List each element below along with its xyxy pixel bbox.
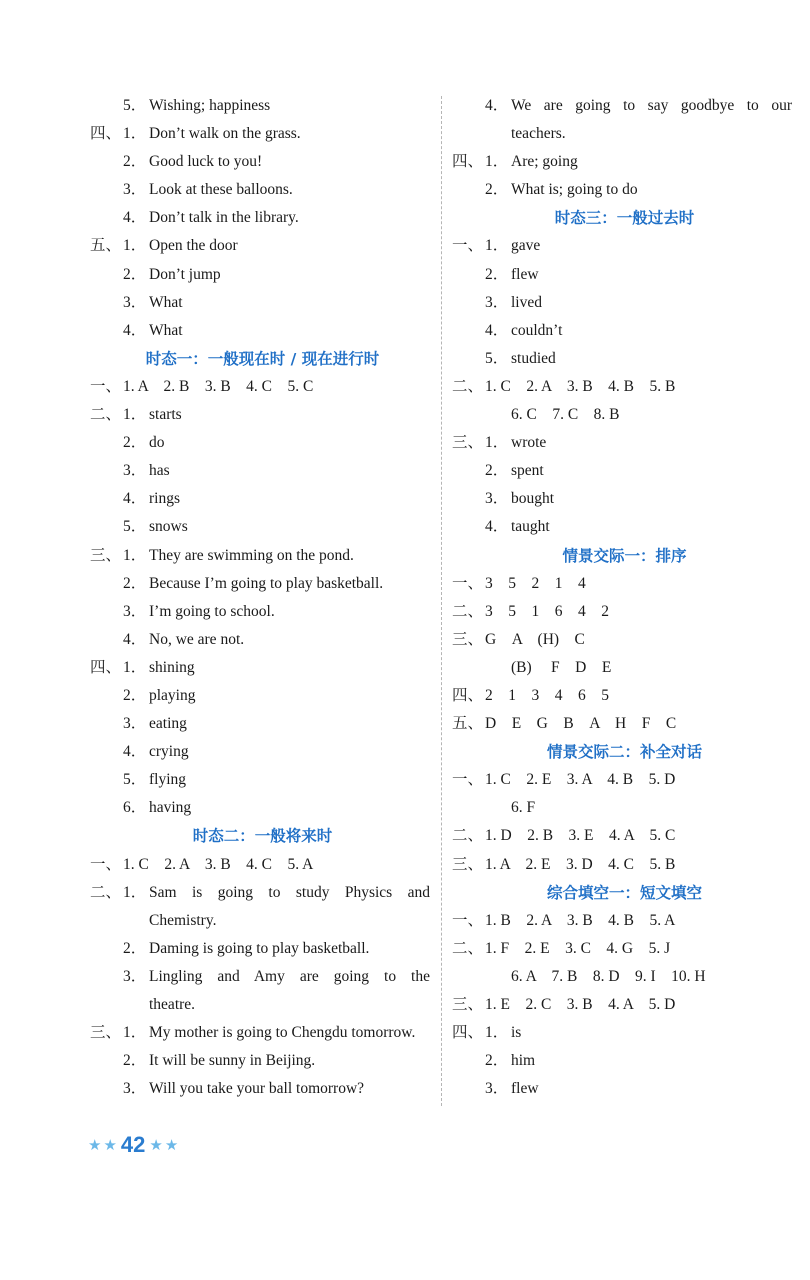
answer-line	[452, 794, 797, 822]
answer-line	[452, 148, 797, 176]
item-number: 1．	[123, 546, 147, 564]
answer-line	[90, 232, 435, 260]
item-number: 1．	[123, 883, 147, 901]
answer-line	[90, 204, 435, 232]
section-marker: 一、	[452, 574, 484, 592]
answer-line	[452, 317, 797, 345]
answer-text: 6. A 7. B 8. D 9. I 10. H	[511, 967, 706, 985]
answer-text: Lingling and Amy are going to the	[149, 967, 430, 985]
answer-text: flew	[511, 1080, 539, 1098]
answer-text: starts	[149, 406, 182, 424]
section-marker: 三、	[452, 630, 484, 648]
item-number: 4．	[123, 743, 147, 761]
item-number: 5．	[123, 518, 147, 536]
answer-text: 1. B 2. A 3. B 4. B 5. A	[485, 911, 676, 929]
answer-text: We are going to say goodbye to our	[511, 97, 792, 114]
answer-text: 1. F 2. E 3. C 4. G 5. J	[485, 939, 671, 957]
answer-line	[90, 794, 435, 822]
answer-text: taught	[511, 518, 550, 536]
answer-line	[452, 261, 797, 289]
star-icon: ★	[149, 1136, 163, 1154]
section-marker: 一、	[452, 771, 484, 789]
answer-text: theatre.	[149, 996, 196, 1013]
answer-line	[90, 1019, 435, 1047]
answer-text: 6. C 7. C 8. B	[511, 406, 620, 424]
answer-line	[90, 682, 435, 710]
answer-text: do	[149, 434, 165, 452]
answer-text: Wishing; happiness	[149, 97, 271, 114]
answer-line	[452, 1047, 797, 1075]
answer-text: 1. A 2. B 3. B 4. C 5. C	[123, 377, 314, 395]
answer-text: (B) F D E	[511, 658, 612, 676]
answer-text: eating	[149, 715, 187, 733]
answer-line	[452, 120, 797, 148]
item-number: 5．	[123, 771, 147, 789]
answer-text: teachers.	[511, 125, 566, 143]
section-marker: 四、	[90, 658, 122, 676]
answer-text: bought	[511, 490, 555, 508]
page-number-badge	[88, 1132, 178, 1158]
item-number: 1．	[123, 406, 147, 424]
item-number: 2．	[485, 265, 509, 283]
item-number: 2．	[123, 153, 147, 171]
answer-text: lived	[511, 293, 542, 311]
answer-line	[90, 935, 435, 963]
item-number: 1．	[123, 237, 147, 255]
answer-line	[90, 373, 435, 401]
answer-line	[452, 766, 797, 794]
answer-text: No, we are not.	[149, 630, 245, 648]
section-marker: 一、	[452, 911, 484, 929]
answer-line	[90, 879, 435, 907]
section-marker: 五、	[90, 237, 122, 255]
answer-line	[452, 570, 797, 598]
item-number: 3．	[485, 490, 509, 508]
answer-text: 3 5 2 1 4	[485, 574, 586, 592]
answer-line	[452, 232, 797, 260]
answer-text: wrote	[511, 434, 547, 452]
item-number: 2．	[485, 1052, 509, 1070]
answer-line	[452, 513, 797, 541]
answer-line	[452, 345, 797, 373]
section-marker: 四、	[452, 1024, 484, 1042]
section-marker: 二、	[90, 883, 122, 901]
section-heading: 时态一：一般现在时 / 现在进行时	[145, 349, 380, 368]
answer-line	[452, 991, 797, 1019]
answer-text: playing	[149, 686, 196, 704]
answer-line	[90, 261, 435, 289]
answer-text: snows	[149, 518, 188, 536]
answer-line	[90, 92, 435, 120]
answer-line	[90, 148, 435, 176]
section-marker: 二、	[452, 939, 484, 957]
item-number: 3．	[123, 462, 147, 480]
item-number: 1．	[123, 125, 147, 143]
answer-text: Because I’m going to play basketball.	[149, 574, 384, 592]
item-number: 3．	[123, 181, 147, 199]
page-number: 42	[120, 1132, 146, 1157]
answer-line	[90, 654, 435, 682]
item-number: 4．	[123, 630, 147, 648]
section-marker: 三、	[90, 546, 122, 564]
answer-line	[90, 1047, 435, 1075]
answer-text: Chemistry.	[149, 911, 217, 929]
answer-text: crying	[149, 743, 189, 761]
answer-text: has	[149, 462, 170, 480]
section-marker: 二、	[90, 406, 122, 424]
answer-text: 1. C 2. A 3. B 4. C 5. A	[123, 855, 314, 873]
item-number: 2．	[123, 265, 147, 283]
answer-line	[90, 963, 435, 991]
answer-line	[90, 120, 435, 148]
answer-text: 1. C 2. A 3. B 4. B 5. B	[485, 377, 676, 395]
item-number: 5．	[485, 349, 509, 367]
answer-text: 1. D 2. B 3. E 4. A 5. C	[485, 827, 676, 845]
answer-text: 1. E 2. C 3. B 4. A 5. D	[485, 996, 676, 1013]
item-number: 4．	[485, 321, 509, 339]
item-number: 1．	[485, 153, 509, 171]
section-heading: 情景交际一：排序	[562, 546, 687, 565]
item-number: 3．	[485, 293, 509, 311]
item-number: 2．	[123, 574, 147, 592]
answer-line	[452, 710, 797, 738]
answer-line	[452, 289, 797, 317]
star-icon: ★	[103, 1136, 117, 1154]
item-number: 2．	[123, 434, 147, 452]
item-number: 4．	[485, 518, 509, 536]
answer-line	[90, 570, 435, 598]
item-number: 4．	[123, 209, 147, 227]
answer-text: D E G B A H F C	[485, 715, 677, 733]
answer-text: What is; going to do	[511, 181, 638, 199]
answer-line	[452, 851, 797, 879]
answer-text: Don’t jump	[149, 265, 221, 283]
answer-text: What	[149, 293, 183, 311]
answer-line	[90, 401, 435, 429]
answer-text: spent	[511, 462, 544, 480]
section-marker: 一、	[452, 237, 484, 255]
answer-line	[90, 851, 435, 879]
answer-line	[452, 485, 797, 513]
answer-line	[90, 485, 435, 513]
answer-line	[452, 935, 797, 963]
answer-line	[452, 907, 797, 935]
answer-text: him	[511, 1052, 536, 1070]
answer-line	[452, 92, 797, 120]
answer-column-left	[90, 92, 435, 1103]
item-number: 1．	[123, 658, 147, 676]
answer-text: couldn’t	[511, 321, 563, 339]
answer-line	[452, 457, 797, 485]
section-marker: 一、	[90, 377, 122, 395]
section-marker: 三、	[90, 1024, 122, 1042]
answer-line	[90, 429, 435, 457]
item-number: 6．	[123, 799, 147, 817]
answer-text: 1. C 2. E 3. A 4. B 5. D	[485, 771, 676, 789]
answer-line	[452, 626, 797, 654]
answer-line	[452, 401, 797, 429]
answer-line	[90, 289, 435, 317]
section-marker: 三、	[452, 996, 484, 1013]
answer-text: gave	[511, 237, 541, 255]
section-marker: 四、	[452, 686, 484, 704]
answer-text: Don’t walk on the grass.	[149, 125, 301, 143]
section-marker: 五、	[452, 715, 484, 733]
item-number: 5．	[123, 97, 147, 114]
answer-text: Are; going	[511, 153, 578, 171]
answer-text: G A (H) C	[485, 630, 585, 648]
section-marker: 二、	[452, 827, 484, 845]
answer-line	[452, 373, 797, 401]
answer-text: Sam is going to study Physics and	[149, 883, 430, 901]
section-marker: 三、	[452, 855, 484, 873]
answer-text: shining	[149, 658, 195, 676]
item-number: 3．	[123, 293, 147, 311]
answer-line	[90, 991, 435, 1019]
answer-text: I’m going to school.	[149, 602, 275, 620]
item-number: 1．	[485, 1024, 509, 1042]
answer-line	[452, 598, 797, 626]
section-marker: 四、	[90, 125, 122, 143]
answer-text: studied	[511, 349, 556, 367]
answer-text: 2 1 3 4 6 5	[485, 686, 610, 704]
answer-line	[90, 907, 435, 935]
section-heading: 综合填空一：短文填空	[546, 883, 702, 902]
column-divider	[441, 96, 442, 1106]
section-heading: 情景交际二：补全对话	[546, 743, 702, 762]
item-number: 3．	[123, 967, 147, 985]
item-number: 2．	[123, 1052, 147, 1070]
answer-text: They are swimming on the pond.	[149, 546, 354, 564]
answer-line	[452, 654, 797, 682]
answer-line	[90, 317, 435, 345]
answer-line	[90, 710, 435, 738]
item-number: 3．	[123, 715, 147, 733]
item-number: 1．	[123, 1024, 147, 1042]
item-number: 3．	[123, 1080, 147, 1098]
answer-text: flew	[511, 265, 539, 283]
answer-text: 3 5 1 6 4 2	[485, 602, 610, 620]
section-marker: 三、	[452, 434, 484, 452]
item-number: 3．	[123, 602, 147, 620]
answer-line	[452, 822, 797, 850]
answer-line	[90, 1075, 435, 1103]
section-marker: 一、	[90, 855, 122, 873]
answer-text: 1. A 2. E 3. D 4. C 5. B	[485, 855, 676, 873]
star-icon: ★	[164, 1136, 179, 1154]
item-number: 2．	[123, 939, 147, 957]
section-marker: 四、	[452, 153, 484, 171]
item-number: 2．	[123, 686, 147, 704]
answer-text: 6. F	[511, 799, 536, 817]
answer-line	[90, 766, 435, 794]
answer-line	[90, 626, 435, 654]
item-number: 4．	[123, 321, 147, 339]
answer-text: Will you take your ball tomorrow?	[149, 1080, 365, 1098]
item-number: 3．	[485, 1080, 509, 1098]
answer-text: What	[149, 321, 183, 339]
answer-line	[452, 1075, 797, 1103]
answer-line	[90, 542, 435, 570]
answer-line	[452, 682, 797, 710]
answer-line	[452, 963, 797, 991]
item-number: 2．	[485, 462, 509, 480]
answer-text: having	[149, 799, 192, 817]
star-icon: ★	[88, 1136, 102, 1154]
answer-text: rings	[149, 490, 180, 508]
answer-text: Look at these balloons.	[149, 181, 293, 199]
item-number: 4．	[485, 97, 509, 114]
answer-line	[90, 457, 435, 485]
answer-line	[90, 738, 435, 766]
answer-line	[90, 513, 435, 541]
item-number: 1．	[485, 237, 509, 255]
answer-text: It will be sunny in Beijing.	[149, 1052, 316, 1070]
item-number: 1．	[485, 434, 509, 452]
section-heading: 时态三：一般过去时	[554, 209, 695, 228]
answer-text: My mother is going to Chengdu tomorrow.	[149, 1024, 416, 1042]
item-number: 4．	[123, 490, 147, 508]
answer-text: Don’t talk in the library.	[149, 209, 299, 227]
item-number: 2．	[485, 181, 509, 199]
answer-text: flying	[149, 771, 187, 789]
answer-text: Good luck to you!	[149, 153, 263, 171]
answer-text: Open the door	[149, 237, 238, 255]
answer-line	[452, 176, 797, 204]
answer-column-right	[452, 92, 797, 1103]
answer-line	[452, 1019, 797, 1047]
answer-text: is	[511, 1024, 522, 1042]
answer-line	[90, 598, 435, 626]
section-heading: 时态二：一般将来时	[192, 827, 333, 846]
answer-text: Daming is going to play basketball.	[149, 939, 370, 957]
answer-line	[90, 176, 435, 204]
section-marker: 二、	[452, 377, 484, 395]
section-marker: 二、	[452, 602, 484, 620]
answer-line	[452, 429, 797, 457]
